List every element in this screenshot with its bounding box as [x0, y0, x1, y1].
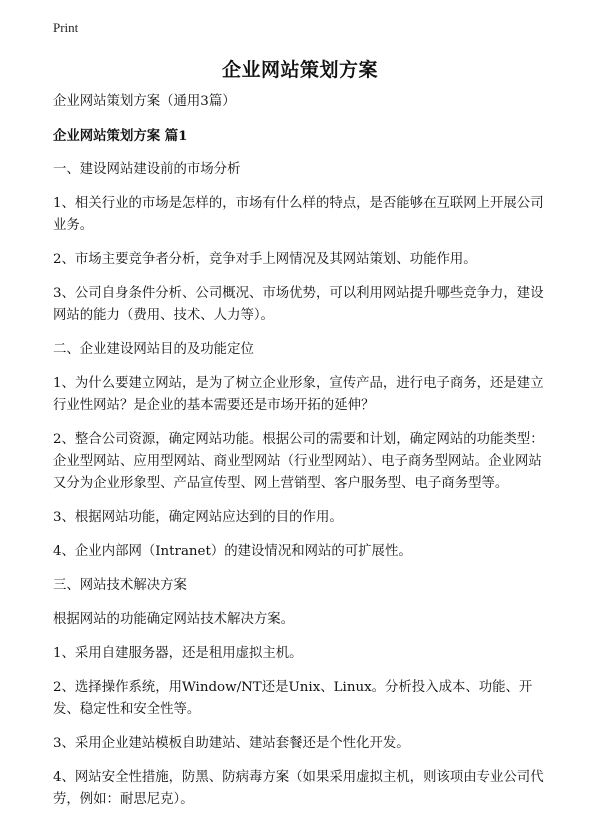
paragraph: 4、企业内部网（Intranet）的建设情况和网站的可扩展性。: [53, 544, 412, 559]
paragraph: 三、网站技术解决方案: [53, 578, 187, 593]
paragraph: 3、公司自身条件分析、公司概况、市场优势，可以利用网站提升哪些竞争力，建设网站的能力（费用、技术、人力等）。: [53, 286, 544, 323]
paragraph: 1、采用自建服务器，还是租用虚拟主机。: [53, 646, 303, 661]
paragraph: 二、企业建设网站目的及功能定位: [53, 342, 254, 357]
paragraph: 2、市场主要竞争者分析，竞争对手上网情况及其网站策划、功能作用。: [53, 252, 477, 267]
document-title: 企业网站策划方案: [221, 59, 378, 81]
paragraph: 2、整合公司资源，确定网站功能。根据公司的需要和计划，确定网站的功能类型：企业型网站、应用型网站、商业型网站（行业型网站）、电子商务型网站。企业网站又分为企业形象型、产品宣传型、网上营销型、客户服务型、电子商务型等。: [53, 432, 544, 491]
paragraph: 一、建设网站建设前的市场分析: [53, 162, 241, 177]
paragraph: 1、相关行业的市场是怎样的，市场有什么样的特点，是否能够在互联网上开展公司业务。: [53, 196, 544, 233]
paragraph: 企业网站策划方案（通用3篇）: [53, 94, 236, 109]
paragraph: 根据网站的功能确定网站技术解决方案。: [53, 612, 295, 627]
paragraph: 1、为什么要建立网站，是为了树立企业形象，宣传产品，进行电子商务，还是建立行业性网站？是企业的基本需要还是市场开拓的延伸？: [53, 376, 544, 413]
paragraph: 2、选择操作系统，用Window/NT还是Unix、Linux。分析投入成本、功能、开发、稳定性和安全性等。: [53, 680, 533, 717]
section-heading: 企业网站策划方案 篇1: [53, 128, 188, 144]
paragraph: 4、网站安全性措施，防黑、防病毒方案（如果采用虚拟主机，则该项由专业公司代劳，例如：耐思尼克）。: [53, 770, 544, 807]
paragraph: 3、根据网站功能，确定网站应达到的目的作用。: [53, 510, 343, 525]
paragraph: 3、采用企业建站模板自助建站、建站套餐还是个性化开发。: [53, 736, 410, 751]
document-body: [53, 91, 548, 823]
print-link[interactable]: Print: [53, 20, 79, 35]
